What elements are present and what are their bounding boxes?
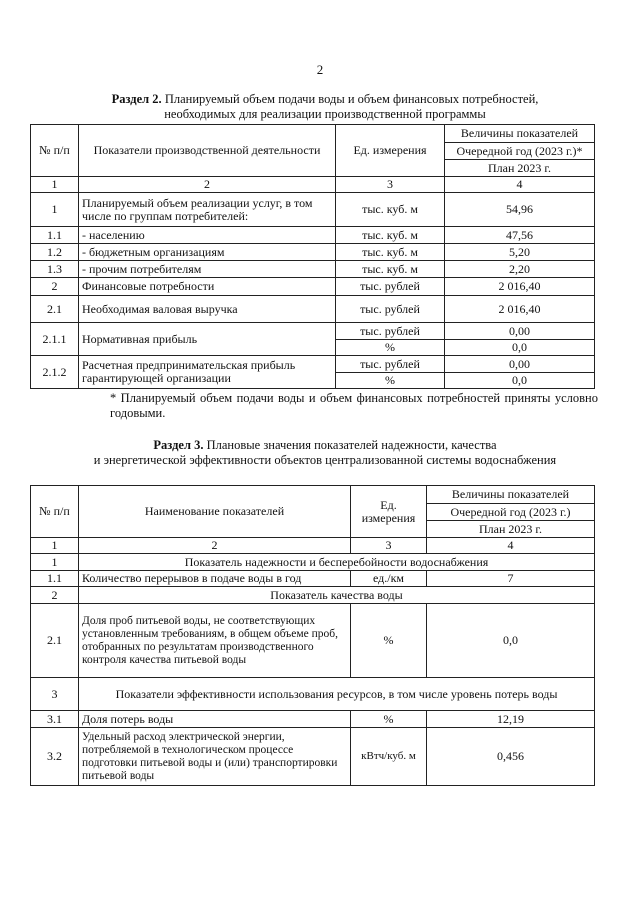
col-number: 4 bbox=[427, 538, 595, 554]
row-unit: тыс. куб. м bbox=[336, 261, 445, 278]
row-value: 2,20 bbox=[445, 261, 595, 278]
table-row bbox=[31, 728, 595, 786]
row-value: 0,0 bbox=[427, 604, 595, 678]
section-2-footnote bbox=[88, 391, 598, 421]
row-unit: ед./км bbox=[351, 571, 427, 587]
table-row bbox=[31, 356, 595, 373]
col-number: 1 bbox=[31, 538, 79, 554]
group-title: Показатель качества воды bbox=[79, 587, 595, 604]
group-title: Показатель надежности и бесперебойности водоснабжения bbox=[79, 554, 595, 571]
col-number: 3 bbox=[351, 538, 427, 554]
row-unit: тыс. куб. м bbox=[336, 227, 445, 244]
row-unit-percent: % bbox=[336, 340, 445, 356]
table-row bbox=[31, 296, 595, 323]
row-name: - прочим потребителям bbox=[79, 261, 336, 278]
row-num: 3.2 bbox=[31, 728, 79, 786]
header-indicator: Наименование показателей bbox=[79, 486, 351, 538]
header-num: № п/п bbox=[31, 486, 79, 538]
row-num: 3.1 bbox=[31, 711, 79, 728]
section-3-title-line2: и энергетической эффективности объектов централизованной системы водоснабжения bbox=[93, 453, 557, 467]
row-num: 2.1 bbox=[31, 296, 79, 323]
section-2-title-rest: Планируемый объем подачи воды и объем финансовых потребностей, bbox=[161, 92, 539, 106]
row-value: 2 016,40 bbox=[445, 278, 595, 296]
table-row bbox=[31, 604, 595, 678]
row-num: 1.1 bbox=[31, 571, 79, 587]
row-name: Доля потерь воды bbox=[79, 711, 351, 728]
row-name: Количество перерывов в подаче воды в год bbox=[79, 571, 351, 587]
group-row bbox=[31, 554, 595, 571]
row-num: 1.1 bbox=[31, 227, 79, 244]
group-row bbox=[31, 587, 595, 604]
header-values: Величины показателей bbox=[445, 125, 595, 143]
group-row bbox=[31, 678, 595, 711]
row-num: 2.1.2 bbox=[31, 356, 79, 389]
row-num: 2.1.1 bbox=[31, 323, 79, 356]
row-unit: тыс. рублей bbox=[336, 323, 445, 340]
table-row bbox=[31, 193, 595, 227]
section-2-title-line2: необходимых для реализации производственной программы bbox=[164, 107, 486, 121]
row-value: 7 bbox=[427, 571, 595, 587]
row-name: Расчетная предпринимательская прибыль гарантирующей организации bbox=[79, 356, 336, 389]
col-number: 3 bbox=[336, 177, 445, 193]
section-2-title bbox=[40, 92, 610, 122]
footnote-text: * Планируемый объем подачи воды и объем финансовых потребностей приняты условно годовыми. bbox=[110, 391, 598, 420]
row-num: 1 bbox=[31, 193, 79, 227]
header-indicator: Показатели производственной деятельности bbox=[79, 125, 336, 177]
group-num: 3 bbox=[31, 678, 79, 711]
col-number: 1 bbox=[31, 177, 79, 193]
section-2-table bbox=[30, 124, 595, 389]
row-value: 5,20 bbox=[445, 244, 595, 261]
row-value: 0,456 bbox=[427, 728, 595, 786]
table-row bbox=[31, 571, 595, 587]
header-plan: План 2023 г. bbox=[427, 521, 595, 538]
row-name: Доля проб питьевой воды, не соответствующих установленным требованиям, в общем объеме проб, отобранных по результатам производственного контроля качества питьевой воды bbox=[79, 604, 351, 678]
row-value: 2 016,40 bbox=[445, 296, 595, 323]
header-plan: План 2023 г. bbox=[445, 160, 595, 177]
row-value: 54,96 bbox=[445, 193, 595, 227]
table-row bbox=[31, 244, 595, 261]
row-num: 2.1 bbox=[31, 604, 79, 678]
header-unit: Ед. измерения bbox=[351, 486, 427, 538]
section-3-title-bold: Раздел 3. bbox=[153, 438, 204, 452]
row-unit: тыс. рублей bbox=[336, 296, 445, 323]
table-row bbox=[31, 711, 595, 728]
section-3-title-rest: Плановые значения показателей надежности, качества bbox=[203, 438, 497, 452]
row-name: - населению bbox=[79, 227, 336, 244]
row-num: 1.2 bbox=[31, 244, 79, 261]
row-name: Финансовые потребности bbox=[79, 278, 336, 296]
header-values: Величины показателей bbox=[427, 486, 595, 504]
col-number: 4 bbox=[445, 177, 595, 193]
table-row bbox=[31, 261, 595, 278]
table-row bbox=[31, 227, 595, 244]
row-unit-percent: % bbox=[336, 373, 445, 389]
page-number: 2 bbox=[316, 62, 324, 77]
header-unit: Ед. измерения bbox=[336, 125, 445, 177]
row-value: 0,00 bbox=[445, 323, 595, 340]
row-unit: % bbox=[351, 711, 427, 728]
row-unit: тыс. рублей bbox=[336, 278, 445, 296]
group-title: Показатели эффективности использования ресурсов, в том числе уровень потерь воды bbox=[79, 678, 595, 711]
row-value-percent: 0,0 bbox=[445, 373, 595, 389]
row-unit: кВтч/куб. м bbox=[351, 728, 427, 786]
header-num: № п/п bbox=[31, 125, 79, 177]
header-next-year: Очередной год (2023 г.) bbox=[427, 504, 595, 521]
row-unit: % bbox=[351, 604, 427, 678]
row-name: Планируемый объем реализации услуг, в том числе по группам потребителей: bbox=[79, 193, 336, 227]
group-num: 2 bbox=[31, 587, 79, 604]
row-unit: тыс. рублей bbox=[336, 356, 445, 373]
row-unit: тыс. куб. м bbox=[336, 193, 445, 227]
row-name: Нормативная прибыль bbox=[79, 323, 336, 356]
row-value: 47,56 bbox=[445, 227, 595, 244]
table-row bbox=[31, 278, 595, 296]
row-value: 0,00 bbox=[445, 356, 595, 373]
row-value: 12,19 bbox=[427, 711, 595, 728]
group-num: 1 bbox=[31, 554, 79, 571]
col-number: 2 bbox=[79, 177, 336, 193]
row-name: Удельный расход электрической энергии, потребляемой в технологическом процессе подготовки питьевой воды и (или) транспортировки питьевой воды bbox=[79, 728, 351, 786]
section-3-title bbox=[40, 438, 610, 468]
row-name: Необходимая валовая выручка bbox=[79, 296, 336, 323]
section-3-table bbox=[30, 485, 595, 786]
table-row bbox=[31, 323, 595, 340]
row-value-percent: 0,0 bbox=[445, 340, 595, 356]
row-num: 1.3 bbox=[31, 261, 79, 278]
row-num: 2 bbox=[31, 278, 79, 296]
header-next-year: Очередной год (2023 г.)* bbox=[445, 143, 595, 160]
row-name: - бюджетным организациям bbox=[79, 244, 336, 261]
row-unit: тыс. куб. м bbox=[336, 244, 445, 261]
col-number: 2 bbox=[79, 538, 351, 554]
section-2-title-bold: Раздел 2. bbox=[111, 92, 162, 106]
